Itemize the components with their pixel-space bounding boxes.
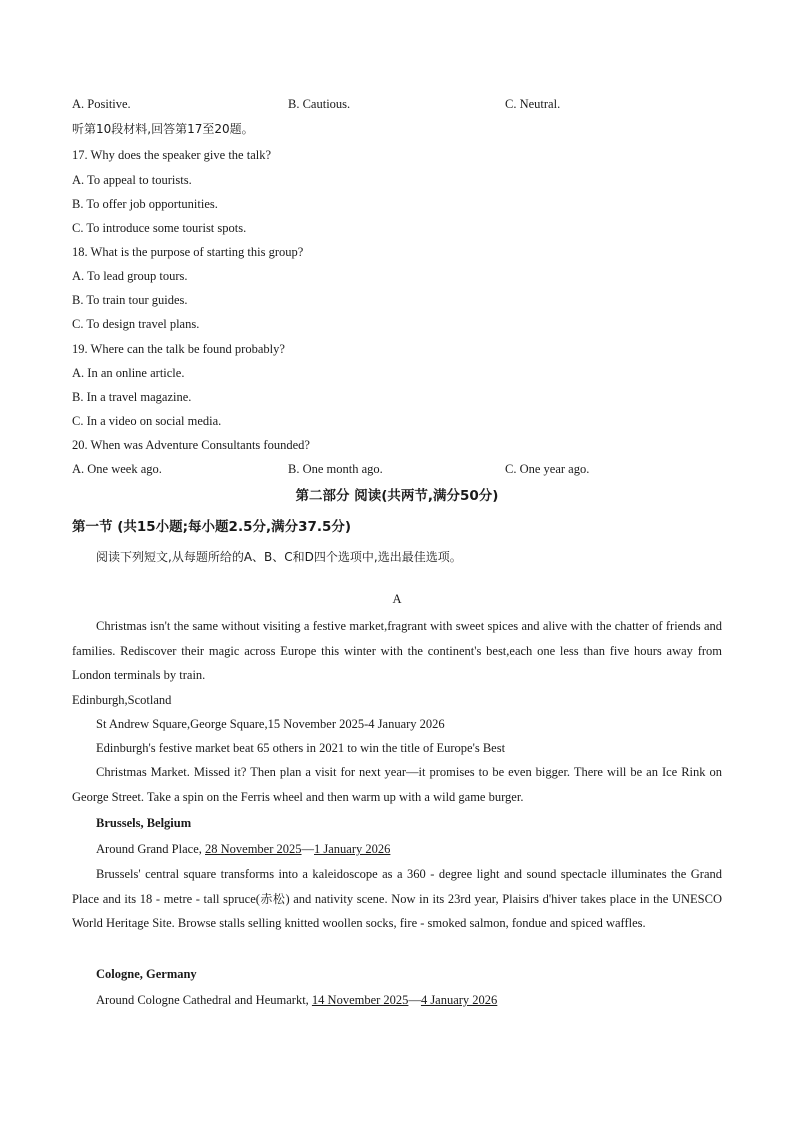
q20-option-c: C. One year ago. (505, 462, 590, 476)
intro-paragraph: Christmas isn't the same without visiting a festive market,fragrant with sweet spices and alive with the chatter of friends and families. Rediscover their magic across Europe this winter with the continent's best,each one less than five hours away from London terminals by train. (72, 619, 722, 682)
q19-option-b: B. In a travel magazine. (72, 390, 192, 404)
q19-option-c: C. In a video on social media. (72, 414, 222, 428)
q17-option-b: B. To offer job opportunities. (72, 197, 218, 211)
brussels-location (96, 841, 390, 857)
q17-option-c: C. To introduce some tourist spots. (72, 221, 247, 235)
cologne-heading: Cologne, Germany (96, 967, 197, 981)
q20-options (72, 461, 722, 477)
q19-option-a: A. In an online article. (72, 366, 185, 380)
q20-option-a: A. One week ago. (72, 462, 162, 476)
q16-options (72, 96, 722, 112)
q17-option-a: A. To appeal to tourists. (72, 173, 192, 187)
q16-option-b: B. Cautious. (288, 97, 351, 111)
cologne-date-start: 14 November 2025 (311, 993, 409, 1007)
brussels-paragraph-part-b: ) and nativity scene. Now in its 23rd year, Plaisirs d'hiver takes place in the UNESCO World Heritage Site. Browse stalls selling knitted woollen socks, fire - smoked salmon, fondue and spiced waffles. (72, 891, 722, 930)
brussels-location-prefix: Around Grand Place, (96, 842, 205, 856)
passage-label: A (392, 592, 402, 606)
brussels-paragraph-part-a: Brussels' central square transforms into a kaleidoscope as a 360 - degree light and sound spectacle illuminates the Grand Place and its 18 - metre - tall spruce( (72, 867, 722, 906)
q19-stem: 19. Where can the talk be found probably? (72, 342, 285, 356)
reading-instruction: 阅读下列短文,从每题所给的A、B、C和D四个选项中,选出最佳选项。 (96, 550, 462, 564)
brussels-date-start: 28 November 2025 (205, 842, 302, 856)
q18-option-b: B. To train tour guides. (72, 293, 188, 307)
edinburgh-paragraph: Christmas Market. Missed it? Then plan a visit for next year—it promises to be even bigger. There will be an Ice Rink on George Street. Take a spin on the Ferris wheel and then warm up with a wild game burger. (72, 765, 722, 804)
section-one-title: 第一节 (共15小题;每小题2.5分,满分37.5分) (72, 519, 352, 535)
brussels-date-end: 1 January 2026 (314, 842, 391, 856)
cologne-location-prefix: Around Cologne Cathedral and Heumarkt, (96, 993, 312, 1007)
q18-stem: 18. What is the purpose of starting this group? (72, 245, 304, 259)
edinburgh-line: Edinburgh's festive market beat 65 others in 2021 to win the title of Europe's Best (96, 741, 506, 755)
edinburgh-location: St Andrew Square,George Square,15 November 2025-4 January 2026 (96, 717, 445, 731)
q16-option-c: C. Neutral. (505, 97, 561, 111)
cologne-date-end: 4 January 2026 (420, 993, 498, 1007)
brussels-paragraph (72, 862, 722, 936)
q16-option-a: A. Positive. (72, 97, 131, 111)
q18-option-a: A. To lead group tours. (72, 269, 188, 283)
q20-stem: 20. When was Adventure Consultants founded? (72, 438, 310, 452)
q17-stem: 17. Why does the speaker give the talk? (72, 148, 272, 162)
brussels-heading: Brussels, Belgium (96, 816, 192, 830)
q18-option-c: C. To design travel plans. (72, 317, 200, 331)
cologne-location (96, 992, 497, 1008)
q20-option-b: B. One month ago. (288, 462, 383, 476)
brussels-date-dash: — (301, 842, 315, 856)
part-two-title: 第二部分 阅读(共两节,满分50分) (295, 488, 499, 504)
brussels-paragraph-chinese: 赤松 (259, 891, 286, 906)
edinburgh-heading: Edinburgh,Scotland (72, 693, 172, 707)
listening-instruction: 听第10段材料,回答第17至20题。 (72, 122, 254, 136)
cologne-date-dash: — (408, 993, 421, 1007)
